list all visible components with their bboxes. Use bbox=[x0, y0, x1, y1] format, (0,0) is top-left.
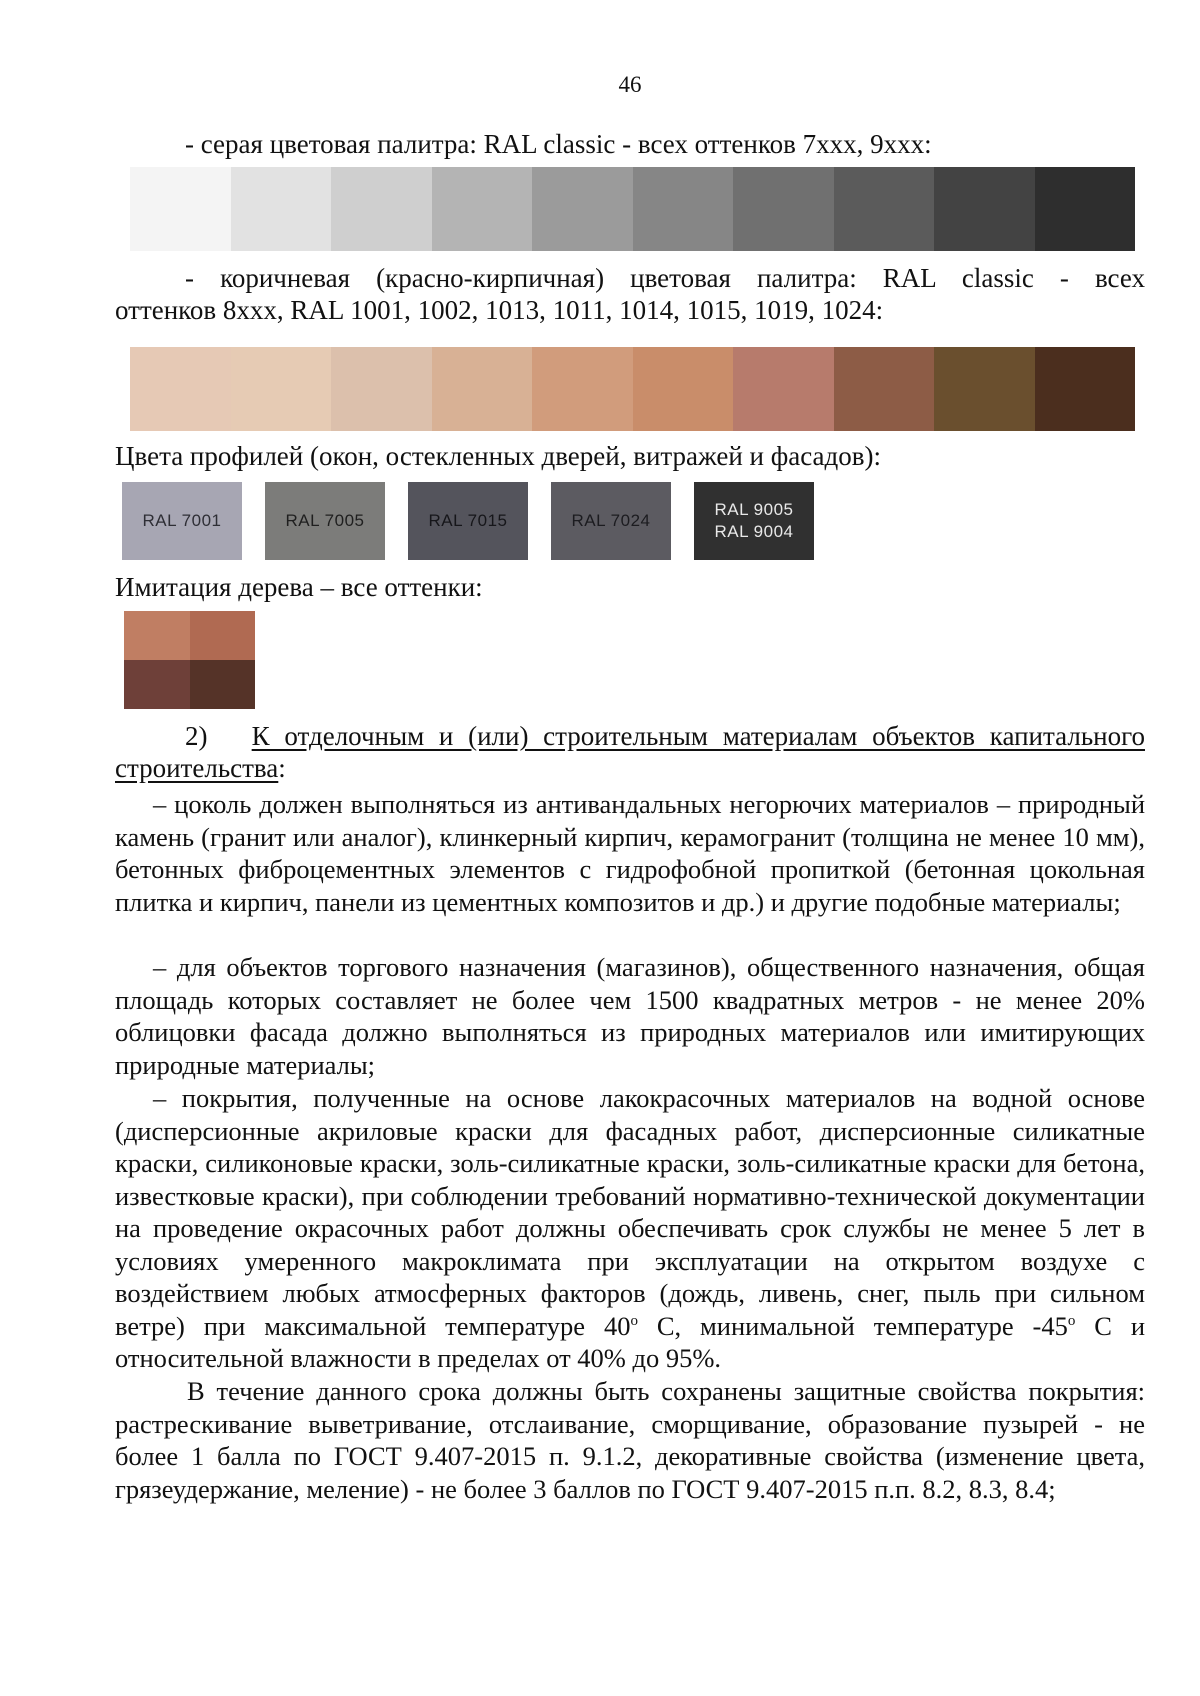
ral-color-label: RAL 7015 bbox=[428, 511, 508, 530]
brown-swatch bbox=[934, 347, 1035, 431]
ral-color-box bbox=[694, 482, 814, 560]
wood-tone-swatch bbox=[124, 611, 190, 660]
gray-swatch bbox=[331, 167, 432, 251]
paragraph-plinth: – цоколь должен выполняться из антивандальных негорючих материалов – природный камень (гранит или аналог), клинкерный кирпич, керамогранит (толщина не менее 10 мм), бетонных фиброцементных элементов с гидрофобной пропиткой (бетонная цокольная плитка и кирпич, панели из цементных композитов и др.) и другие подобные материалы; bbox=[115, 789, 1145, 917]
ral-color-label: RAL 9004 bbox=[714, 522, 794, 541]
brown-swatch bbox=[834, 347, 935, 431]
ral-color-label: RAL 7024 bbox=[571, 511, 651, 530]
paragraph-coatings-part1: – покрытия, полученные на основе лакокрасочных материалов на водной основе (дисперсионные акриловые краски для фасадных работ, дисперсионные силикатные краски, силиконовые краски, золь-силикатные краски, золь-силикатные краски для бетона, известковые краски), при соблюдении требований нормативно-технической документации на проведение окрасочных работ должны обеспечивать срок службы не менее 5 лет в условиях умеренного макроклимата при эксплуатации на открытом воздухе с воздействием любых атмосферных факторов (дождь, ливень, снег, пыль при сильном ветре) при максимальной температуре 40 bbox=[115, 1083, 1145, 1341]
section2-title-colon: : bbox=[278, 753, 286, 783]
brown-swatch bbox=[1035, 347, 1136, 431]
gray-palette-strip bbox=[130, 167, 1135, 251]
gray-swatch bbox=[1035, 167, 1136, 251]
ral-color-label: RAL 9005 bbox=[714, 500, 794, 519]
wood-tone-swatch bbox=[190, 611, 256, 660]
brown-palette-caption-line1: - коричневая (красно-кирпичная) цветовая палитра: RAL classic - всех bbox=[185, 263, 1145, 293]
wood-imitation-swatch bbox=[124, 611, 255, 709]
ral-color-label: RAL 7005 bbox=[285, 511, 365, 530]
gray-swatch bbox=[130, 167, 231, 251]
brown-swatch bbox=[432, 347, 533, 431]
section2-title-line2 bbox=[115, 752, 1145, 784]
gray-swatch bbox=[633, 167, 734, 251]
gray-swatch bbox=[532, 167, 633, 251]
paragraph-coatings bbox=[115, 1082, 1145, 1375]
gray-swatch bbox=[934, 167, 1035, 251]
brown-palette-caption-line2: оттенков 8ххх, RAL 1001, 1002, 1013, 1011, 1014, 1015, 1019, 1024: bbox=[115, 295, 884, 325]
gray-palette-caption: - серая цветовая палитра: RAL classic - всех оттенков 7ххх, 9ххх: bbox=[185, 129, 932, 159]
paragraph-service-term: В течение данного срока должны быть сохранены защитные свойства покрытия: растрескивание выветривание, отслаивание, сморщивание, образование пузырей - не более 1 балла по ГОСТ 9.407-2015 п. 9.1.2, декоративные свойства (изменение цвета, грязеудержание, меление) - не более 3 баллов по ГОСТ 9.407-2015 п.п. 8.2, 8.3, 8.4; bbox=[115, 1376, 1145, 1504]
ral-color-box bbox=[122, 482, 242, 560]
degree-sign-1: o bbox=[630, 1312, 638, 1329]
wood-tone-swatch bbox=[190, 660, 256, 709]
gray-swatch bbox=[432, 167, 533, 251]
brown-swatch bbox=[733, 347, 834, 431]
gray-swatch bbox=[834, 167, 935, 251]
paragraph-commercial: – для объектов торгового назначения (магазинов), общественного назначения, общая площадь которых составляет не более чем 1500 квадратных метров - не менее 20% облицовки фасада должно выполняться из природных материалов или имитирующих природные материалы; bbox=[115, 952, 1145, 1080]
brown-palette-strip bbox=[130, 347, 1135, 431]
ral-color-box bbox=[551, 482, 671, 560]
wood-tone-swatch bbox=[124, 660, 190, 709]
ral-color-box bbox=[265, 482, 385, 560]
brown-swatch bbox=[331, 347, 432, 431]
profile-colors bbox=[122, 482, 837, 560]
section2-title-line1 bbox=[185, 720, 1145, 752]
ral-color-box bbox=[408, 482, 528, 560]
gray-swatch bbox=[733, 167, 834, 251]
ral-color-label: RAL 7001 bbox=[142, 511, 222, 530]
section2-title-part2: строительства bbox=[115, 753, 279, 783]
brown-swatch bbox=[130, 347, 231, 431]
gray-swatch bbox=[231, 167, 332, 251]
wood-heading: Имитация дерева – все оттенки: bbox=[115, 572, 483, 602]
profiles-heading: Цвета профилей (окон, остекленных дверей, витражей и фасадов): bbox=[115, 441, 881, 471]
page-number: 46 bbox=[618, 72, 642, 97]
brown-swatch bbox=[532, 347, 633, 431]
paragraph-coatings-part3: С и относительной влажности в пределах от 40% до 95%. bbox=[115, 1310, 1146, 1373]
degree-sign-2: o bbox=[1067, 1312, 1076, 1329]
brown-swatch bbox=[231, 347, 332, 431]
brown-swatch bbox=[633, 347, 734, 431]
section2-title-part1: К отделочным и (или) строительным материалам объектов капитального bbox=[251, 721, 1145, 751]
paragraph-coatings-part2: С, минимальной температуре -45 bbox=[637, 1310, 1068, 1341]
section2-number: 2) bbox=[185, 721, 208, 751]
